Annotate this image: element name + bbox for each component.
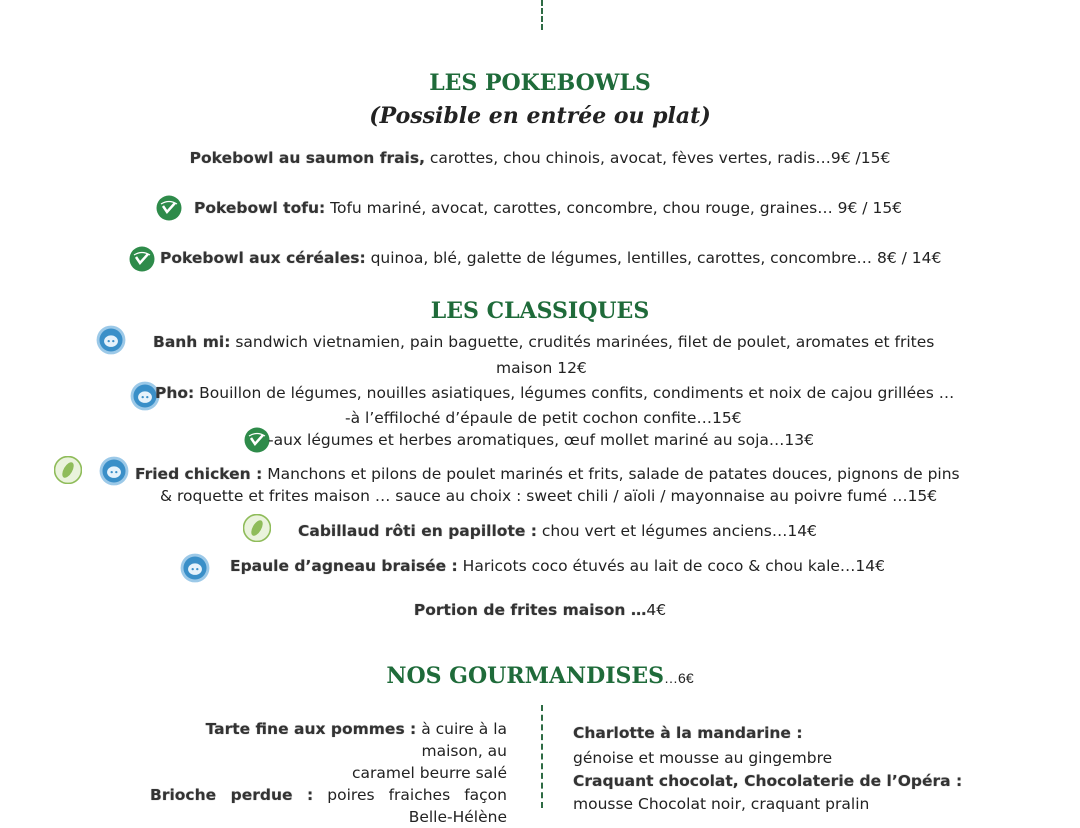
dessert-list-right: [573, 722, 1033, 816]
menu-item-pho: [155, 383, 954, 403]
menu-item-pho-option-pork: -à l’effiloché d’épaule de petit cochon confite…15€: [345, 409, 742, 427]
menu-item-agneau: [230, 556, 885, 576]
menu-item-fried-chicken-desc2: & roquette et frites maison … sauce au choix : sweet chili / aïoli / mayonnaise au poivre fumé …15€: [160, 487, 938, 505]
bottom-divider: [541, 705, 543, 808]
section-title-text: NOS GOURMANDISES: [386, 663, 665, 689]
top-divider: [541, 0, 543, 30]
item-desc: Haricots coco étuvés au lait de coco & chou kale…14€: [457, 557, 885, 575]
dessert-list-left: [140, 718, 507, 828]
dessert-craquant-desc: mousse Chocolat noir, craquant pralin: [573, 795, 870, 813]
item-desc: quinoa, blé, galette de légumes, lentilles, carottes, concombre… 8€ / 14€: [365, 249, 942, 267]
item-desc: Bouillon de légumes, nouilles asiatiques, légumes confits, condiments et noix de cajou grillées …: [194, 384, 955, 402]
menu-item-cabillaud: [298, 521, 817, 541]
dessert-tarte-desc2: caramel beurre salé: [352, 764, 507, 782]
fish-icon: [54, 456, 82, 484]
dessert-charlotte-desc: génoise et mousse au gingembre: [573, 749, 833, 767]
item-name: Brioche perdue :: [150, 786, 314, 804]
item-desc: sandwich vietnamien, pain baguette, crudités marinées, filet de poulet, aromates et frites: [230, 333, 935, 351]
item-name: Cabillaud rôti en papillote :: [298, 522, 537, 540]
vegetarian-icon: [156, 195, 182, 221]
item-name: Portion de frites maison …: [413, 601, 647, 619]
menu-item-banh-mi-price: maison 12€: [496, 359, 587, 377]
menu-item-pokebowl-cereales: [160, 248, 941, 268]
item-name: Pho:: [155, 384, 195, 402]
item-price: 4€: [646, 601, 667, 619]
dessert-brioche-desc2: Belle-Hélène: [408, 808, 507, 826]
item-desc: chou vert et légumes anciens…14€: [536, 522, 817, 540]
dessert-charlotte-name: Charlotte à la mandarine :: [573, 724, 803, 742]
item-name: Pokebowl au saumon frais,: [189, 149, 425, 167]
section-price: …6€: [664, 670, 694, 686]
item-desc: à cuire à la maison, au: [416, 720, 507, 760]
item-desc: carottes, chou chinois, avocat, fèves vertes, radis…9€ /15€: [424, 149, 891, 167]
item-desc: Tofu mariné, avocat, carottes, concombre, chou rouge, graines… 9€ / 15€: [325, 199, 903, 217]
dessert-craquant-name: Craquant chocolat, Chocolaterie de l’Opéra :: [573, 772, 963, 790]
item-desc: Manchons et pilons de poulet marinés et frits, salade de patates douces, pignons de pins: [262, 465, 960, 483]
menu-item-banh-mi: [153, 332, 934, 352]
item-name: Fried chicken :: [135, 465, 263, 483]
item-name: Pokebowl aux céréales:: [160, 249, 366, 267]
item-name: Banh mi:: [153, 333, 231, 351]
section-title-pokebowls: LES POKEBOWLS: [429, 70, 651, 96]
pork-icon: [96, 325, 126, 355]
section-subtitle-pokebowls: (Possible en entrée ou plat): [369, 103, 711, 129]
section-title-gourmandises: [0, 663, 1080, 689]
menu-item-pokebowl-tofu: [194, 198, 902, 218]
item-desc: poires fraiches façon: [313, 786, 507, 804]
menu-item-fried-chicken: [135, 464, 960, 484]
pork-icon: [180, 553, 210, 583]
pork-icon: [99, 456, 129, 486]
dessert-tarte: [140, 718, 507, 762]
dessert-brioche: [140, 784, 507, 806]
menu-item-pho-option-veg: -aux légumes et herbes aromatiques, œuf mollet mariné au soja…13€: [268, 431, 814, 449]
section-title-classiques: LES CLASSIQUES: [430, 298, 650, 324]
item-name: Epaule d’agneau braisée :: [230, 557, 458, 575]
item-name: Pokebowl tofu:: [194, 199, 326, 217]
fish-icon: [243, 514, 271, 542]
vegetarian-icon: [129, 246, 155, 272]
item-name: Tarte fine aux pommes :: [205, 720, 417, 738]
vegetarian-icon: [244, 427, 270, 453]
menu-item-frites: [0, 600, 1080, 620]
menu-item-pokebowl-saumon: [0, 148, 1080, 168]
